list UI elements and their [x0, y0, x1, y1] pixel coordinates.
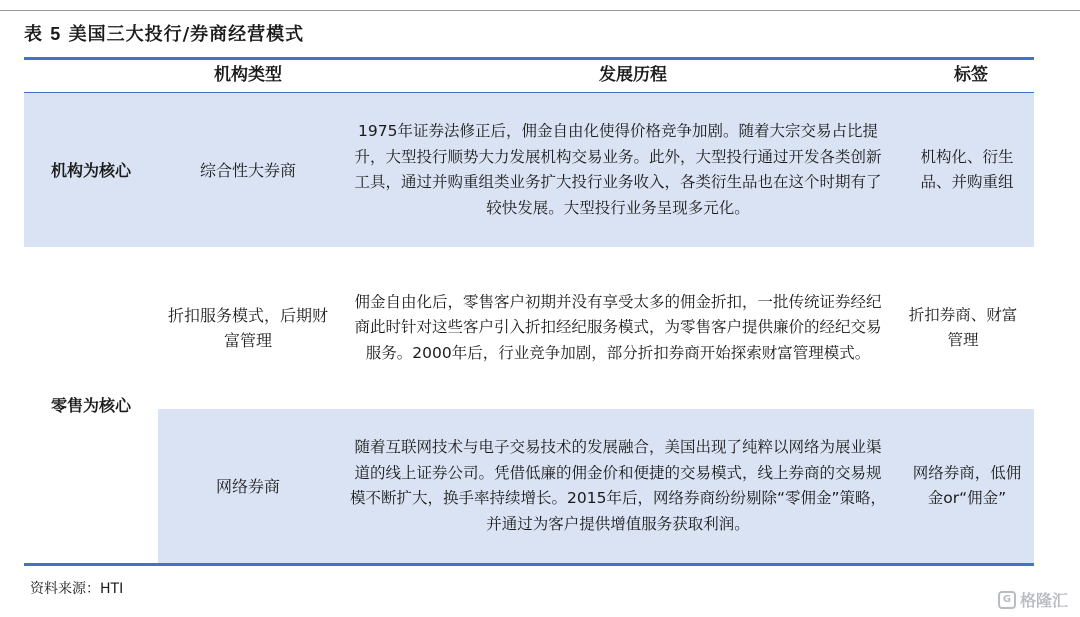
header-institution-type: 机构类型 — [214, 64, 282, 85]
history-full-service-broker: 1975年证券法修正后，佣金自由化使得价格竞争加剧。随着大宗交易占比提升，大型投行顺势大力发展机构交易业务。此外，大型投行通过开发各类创新工具，通过并购重组类业务扩大投行业务收入，各类衍生品也在这个时期有了较快发展。大型投行业务呈现多元化。 — [354, 122, 882, 217]
type-full-service-broker: 综合性大券商 — [199, 160, 296, 180]
history-discount-broker: 佣金自由化后，零售客户初期并没有享受太多的佣金折扣，一批传统证券经纪商此时针对这些客户引入折扣经纪服务模式，为零售客户提供廉价的经纪交易服务。2000年后，行业竞争加剧，部分折扣券商开始探索财富管理模式。 — [354, 292, 882, 362]
category-retail-core: 零售为核心 — [50, 395, 131, 415]
type-discount-broker: 折扣服务模式，后期财富管理 — [167, 306, 328, 350]
top-divider — [0, 10, 1080, 11]
table-title-number: 5 — [50, 24, 62, 44]
table-title-text: 美国三大投行/券商经营模式 — [68, 24, 305, 45]
tags-online-broker: 网络券商，低佣金or“佣金” — [912, 463, 1022, 507]
watermark — [998, 588, 1068, 611]
table-bottom-rule — [24, 563, 1034, 566]
category-institutional-core: 机构为核心 — [50, 160, 131, 180]
header-development-history: 发展历程 — [599, 64, 667, 85]
brokerage-model-table — [24, 57, 1034, 567]
source-note: 资料来源：HTI — [30, 581, 124, 597]
history-online-broker: 随着互联网技术与电子交易技术的发展融合，美国出现了纯粹以网络为展业渠道的线上证券公司。凭借低廉的佣金价和便捷的交易模式，线上券商的交易规模不断扩大，换手率持续增长。2015年后，网络券商纷纷剔除“零佣金”策略，并通过为客户提供增值服务获取利润。 — [350, 438, 887, 533]
tags-discount-broker: 折扣券商、财富管理 — [908, 305, 1018, 349]
header-tags: 标签 — [954, 64, 988, 85]
type-online-broker: 网络券商 — [215, 476, 280, 496]
watermark-text: 格隆汇 — [1019, 591, 1068, 610]
watermark-logo-icon: G — [998, 591, 1016, 609]
table-title — [24, 20, 304, 46]
tags-full-service-broker: 机构化、衍生品、并购重组 — [920, 147, 1014, 191]
table-title-prefix: 表 — [24, 24, 43, 45]
